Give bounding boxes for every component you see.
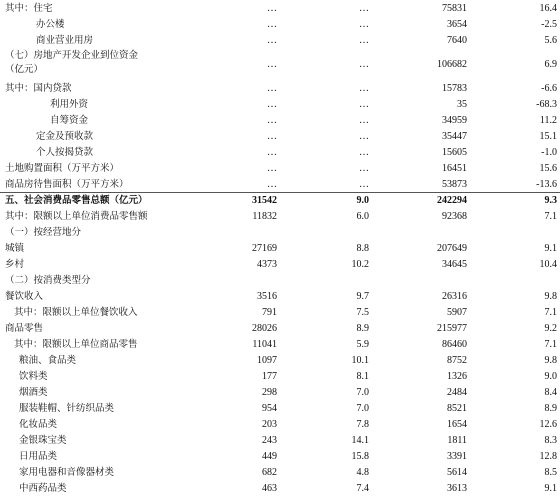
value-cell-c2: 9.7 bbox=[356, 291, 369, 302]
value-cell-c2: 7.0 bbox=[356, 387, 369, 398]
table-row bbox=[0, 321, 560, 337]
value-cell-c4: 9.8 bbox=[544, 355, 557, 366]
row-label-text: 服装鞋帽、针纺织品类 bbox=[19, 403, 115, 414]
row-label bbox=[19, 481, 67, 497]
value-cell-c2: … bbox=[359, 19, 369, 30]
table-row bbox=[0, 465, 560, 481]
row-label bbox=[19, 417, 57, 433]
row-label-text: 商业营业用房 bbox=[36, 35, 94, 46]
row-label bbox=[19, 401, 114, 417]
value-cell-c4: 9.3 bbox=[544, 195, 557, 206]
table-row bbox=[0, 49, 560, 81]
row-label-text: 粮油、食品类 bbox=[19, 355, 77, 366]
value-cell-c2: 15.8 bbox=[351, 451, 369, 462]
value-cell-c1: 3516 bbox=[257, 291, 277, 302]
table-row bbox=[0, 145, 560, 161]
value-cell-c2: … bbox=[359, 115, 369, 126]
value-cell-c1: … bbox=[267, 163, 277, 174]
row-label-text: 其中：国内贷款 bbox=[5, 83, 72, 94]
row-label-text: 日用品类 bbox=[19, 451, 58, 462]
value-cell-c1: 243 bbox=[262, 435, 277, 446]
row-label bbox=[50, 113, 88, 129]
value-cell-c4: 9.1 bbox=[544, 243, 557, 254]
value-cell-c1: … bbox=[267, 35, 277, 46]
value-cell-c2: 7.5 bbox=[356, 307, 369, 318]
value-cell-c4: 8.9 bbox=[544, 403, 557, 414]
value-cell-c3: 53873 bbox=[442, 179, 467, 190]
table-row bbox=[0, 129, 560, 145]
row-label-text: 商品房待售面积（万平方米） bbox=[5, 179, 129, 190]
value-cell-c4: 12.6 bbox=[539, 419, 557, 430]
table-row bbox=[0, 113, 560, 129]
row-label-text: 中西药品类 bbox=[19, 483, 67, 494]
row-label bbox=[5, 257, 24, 273]
table-row bbox=[0, 481, 560, 497]
value-cell-c3: 35447 bbox=[442, 131, 467, 142]
value-cell-c1: 11832 bbox=[252, 211, 277, 222]
value-cell-c1: … bbox=[267, 179, 277, 190]
row-label bbox=[5, 209, 148, 225]
value-cell-c4: 8.3 bbox=[544, 435, 557, 446]
value-cell-c4: -68.3 bbox=[536, 99, 557, 110]
value-cell-c4: 15.1 bbox=[539, 131, 557, 142]
row-label-text: 金银珠宝类 bbox=[19, 435, 67, 446]
table-row bbox=[0, 161, 560, 177]
row-label bbox=[19, 433, 67, 449]
row-label-text: （一）按经营地分 bbox=[5, 227, 82, 238]
value-cell-c2: 4.8 bbox=[356, 467, 369, 478]
row-label-text: 土地购置面积（万平方米） bbox=[5, 163, 120, 174]
value-cell-c3: 3613 bbox=[447, 483, 467, 494]
value-cell-c3: 75831 bbox=[442, 3, 467, 14]
row-label-text: 乡村 bbox=[5, 259, 25, 270]
table-row bbox=[0, 257, 560, 273]
row-label bbox=[19, 369, 48, 385]
value-cell-c2: … bbox=[359, 179, 369, 190]
value-cell-c3: 15605 bbox=[442, 147, 467, 158]
table-row bbox=[0, 209, 560, 225]
value-cell-c1: 449 bbox=[262, 451, 277, 462]
row-label bbox=[50, 97, 88, 113]
row-label-text: 其中：限额以上单位商品零售 bbox=[14, 339, 138, 350]
value-cell-c1: … bbox=[267, 19, 277, 30]
row-label bbox=[5, 193, 148, 209]
row-label bbox=[36, 33, 93, 49]
value-cell-c2: … bbox=[359, 163, 369, 174]
value-cell-c1: … bbox=[267, 131, 277, 142]
row-label-text: 其中：住宅 bbox=[5, 3, 53, 14]
value-cell-c4: 7.1 bbox=[544, 307, 557, 318]
table-row bbox=[0, 33, 560, 49]
table-row bbox=[0, 97, 560, 113]
value-cell-c1: 1097 bbox=[257, 355, 277, 366]
table-row bbox=[0, 17, 560, 33]
row-label-text: 城镇 bbox=[5, 243, 25, 254]
row-label-text: 商品零售 bbox=[5, 323, 44, 334]
row-label bbox=[5, 273, 91, 289]
value-cell-c4: 11.2 bbox=[539, 115, 557, 126]
row-label bbox=[5, 289, 43, 305]
value-cell-c3: 86460 bbox=[442, 339, 467, 350]
value-cell-c4: 6.9 bbox=[544, 59, 557, 70]
table-row bbox=[0, 401, 560, 417]
value-cell-c2: 14.1 bbox=[351, 435, 369, 446]
value-cell-c3: 7640 bbox=[447, 35, 467, 46]
table-row bbox=[0, 385, 560, 401]
value-cell-c2: 10.2 bbox=[351, 259, 369, 270]
value-cell-c1: 791 bbox=[262, 307, 277, 318]
row-label bbox=[5, 161, 119, 177]
value-cell-c3: 16451 bbox=[442, 163, 467, 174]
row-label-text-line2: （亿元） bbox=[5, 64, 44, 75]
row-label-text: 自筹资金 bbox=[50, 115, 89, 126]
value-cell-c1: 298 bbox=[262, 387, 277, 398]
value-cell-c1: … bbox=[267, 99, 277, 110]
value-cell-c4: 15.6 bbox=[539, 163, 557, 174]
value-cell-c4: 7.1 bbox=[544, 211, 557, 222]
row-label bbox=[5, 177, 129, 193]
value-cell-c3: 3654 bbox=[447, 19, 467, 30]
table-row bbox=[0, 81, 560, 97]
value-cell-c1: 463 bbox=[262, 483, 277, 494]
row-label bbox=[19, 353, 76, 369]
row-label bbox=[14, 337, 138, 353]
value-cell-c1: 954 bbox=[262, 403, 277, 414]
value-cell-c1: … bbox=[267, 115, 277, 126]
table-row bbox=[0, 193, 560, 209]
value-cell-c3: 34959 bbox=[442, 115, 467, 126]
row-label-text: （二）按消费类型分 bbox=[5, 275, 91, 286]
table-row bbox=[0, 417, 560, 433]
value-cell-c3: 8521 bbox=[447, 403, 467, 414]
value-cell-c4: -2.5 bbox=[541, 19, 557, 30]
value-cell-c3: 1654 bbox=[447, 419, 467, 430]
value-cell-c2: … bbox=[359, 83, 369, 94]
row-label bbox=[36, 17, 65, 33]
row-label bbox=[36, 145, 93, 161]
table-row bbox=[0, 177, 560, 193]
value-cell-c1: … bbox=[267, 147, 277, 158]
value-cell-c1: 203 bbox=[262, 419, 277, 430]
value-cell-c4: 8.4 bbox=[544, 387, 557, 398]
row-label bbox=[14, 305, 138, 321]
value-cell-c2: … bbox=[359, 99, 369, 110]
table-row bbox=[0, 241, 560, 257]
row-label bbox=[5, 49, 138, 77]
value-cell-c3: 5614 bbox=[447, 467, 467, 478]
table-row bbox=[0, 353, 560, 369]
row-label bbox=[5, 321, 43, 337]
table-row bbox=[0, 337, 560, 353]
value-cell-c2: 7.4 bbox=[356, 483, 369, 494]
value-cell-c1: … bbox=[267, 83, 277, 94]
table-row bbox=[0, 225, 560, 241]
row-label-text: 家用电器和音像器材类 bbox=[19, 467, 115, 478]
value-cell-c4: 9.8 bbox=[544, 291, 557, 302]
row-label bbox=[19, 449, 57, 465]
value-cell-c4: 7.1 bbox=[544, 339, 557, 350]
value-cell-c3: 92368 bbox=[442, 211, 467, 222]
row-label-text: 烟酒类 bbox=[19, 387, 48, 398]
value-cell-c2: 7.8 bbox=[356, 419, 369, 430]
value-cell-c3: 35 bbox=[457, 99, 467, 110]
row-label-text: （七）房地产开发企业到位资金 bbox=[5, 50, 139, 61]
value-cell-c2: 8.1 bbox=[356, 371, 369, 382]
table-row bbox=[0, 369, 560, 385]
value-cell-c2: 9.0 bbox=[356, 195, 369, 206]
table-row bbox=[0, 449, 560, 465]
value-cell-c4: 9.2 bbox=[544, 323, 557, 334]
value-cell-c3: 3391 bbox=[447, 451, 467, 462]
row-label-text: 化妆品类 bbox=[19, 419, 58, 430]
row-label-text: 饮料类 bbox=[19, 371, 48, 382]
table-row bbox=[0, 1, 560, 17]
row-label-text: 定金及预收款 bbox=[36, 131, 94, 142]
row-label-text: 其中：限额以上单位消费品零售额 bbox=[5, 211, 148, 222]
value-cell-c1: 177 bbox=[262, 371, 277, 382]
value-cell-c3: 106682 bbox=[437, 59, 467, 70]
value-cell-c2: 8.8 bbox=[356, 243, 369, 254]
value-cell-c1: 682 bbox=[262, 467, 277, 478]
value-cell-c3: 26316 bbox=[442, 291, 467, 302]
table-row bbox=[0, 289, 560, 305]
value-cell-c4: 9.1 bbox=[544, 483, 557, 494]
value-cell-c3: 34645 bbox=[442, 259, 467, 270]
row-label-text: 办公楼 bbox=[36, 19, 65, 30]
value-cell-c4: 16.4 bbox=[539, 3, 557, 14]
row-label bbox=[5, 241, 24, 257]
value-cell-c4: 9.0 bbox=[544, 371, 557, 382]
table-row bbox=[0, 305, 560, 321]
row-label-text: 利用外资 bbox=[50, 99, 89, 110]
table-row bbox=[0, 273, 560, 289]
value-cell-c2: … bbox=[359, 3, 369, 14]
row-label-text: 五、社会消费品零售总额（亿元） bbox=[5, 195, 148, 206]
value-cell-c3: 207649 bbox=[437, 243, 467, 254]
value-cell-c4: 12.8 bbox=[539, 451, 557, 462]
value-cell-c1: 27169 bbox=[252, 243, 277, 254]
row-label-text: 个人按揭贷款 bbox=[36, 147, 94, 158]
value-cell-c1: 4373 bbox=[257, 259, 277, 270]
value-cell-c3: 15783 bbox=[442, 83, 467, 94]
value-cell-c3: 8752 bbox=[447, 355, 467, 366]
value-cell-c2: … bbox=[359, 147, 369, 158]
row-label bbox=[5, 81, 72, 97]
value-cell-c2: … bbox=[359, 59, 369, 70]
value-cell-c4: 10.4 bbox=[539, 259, 557, 270]
row-label bbox=[5, 225, 81, 241]
value-cell-c1: 11041 bbox=[252, 339, 277, 350]
value-cell-c3: 2484 bbox=[447, 387, 467, 398]
value-cell-c4: 5.6 bbox=[544, 35, 557, 46]
value-cell-c3: 1811 bbox=[447, 435, 467, 446]
row-label bbox=[5, 1, 53, 17]
value-cell-c3: 242294 bbox=[437, 195, 467, 206]
value-cell-c4: -13.6 bbox=[536, 179, 557, 190]
value-cell-c2: 6.0 bbox=[356, 211, 369, 222]
value-cell-c1: 28026 bbox=[252, 323, 277, 334]
value-cell-c3: 1326 bbox=[447, 371, 467, 382]
value-cell-c3: 215977 bbox=[437, 323, 467, 334]
value-cell-c2: … bbox=[359, 131, 369, 142]
row-label-text: 其中：限额以上单位餐饮收入 bbox=[14, 307, 138, 318]
value-cell-c2: 10.1 bbox=[351, 355, 369, 366]
row-label bbox=[19, 385, 48, 401]
value-cell-c2: 8.9 bbox=[356, 323, 369, 334]
row-label bbox=[19, 465, 114, 481]
value-cell-c4: -6.6 bbox=[541, 83, 557, 94]
value-cell-c2: 7.0 bbox=[356, 403, 369, 414]
table-row bbox=[0, 433, 560, 449]
value-cell-c1: … bbox=[267, 3, 277, 14]
value-cell-c2: … bbox=[359, 35, 369, 46]
value-cell-c3: 5907 bbox=[447, 307, 467, 318]
value-cell-c1: 31542 bbox=[252, 195, 277, 206]
value-cell-c4: 8.5 bbox=[544, 467, 557, 478]
value-cell-c4: -1.0 bbox=[541, 147, 557, 158]
row-label-text: 餐饮收入 bbox=[5, 291, 44, 302]
value-cell-c1: … bbox=[267, 59, 277, 70]
value-cell-c2: 5.9 bbox=[356, 339, 369, 350]
row-label bbox=[36, 129, 93, 145]
